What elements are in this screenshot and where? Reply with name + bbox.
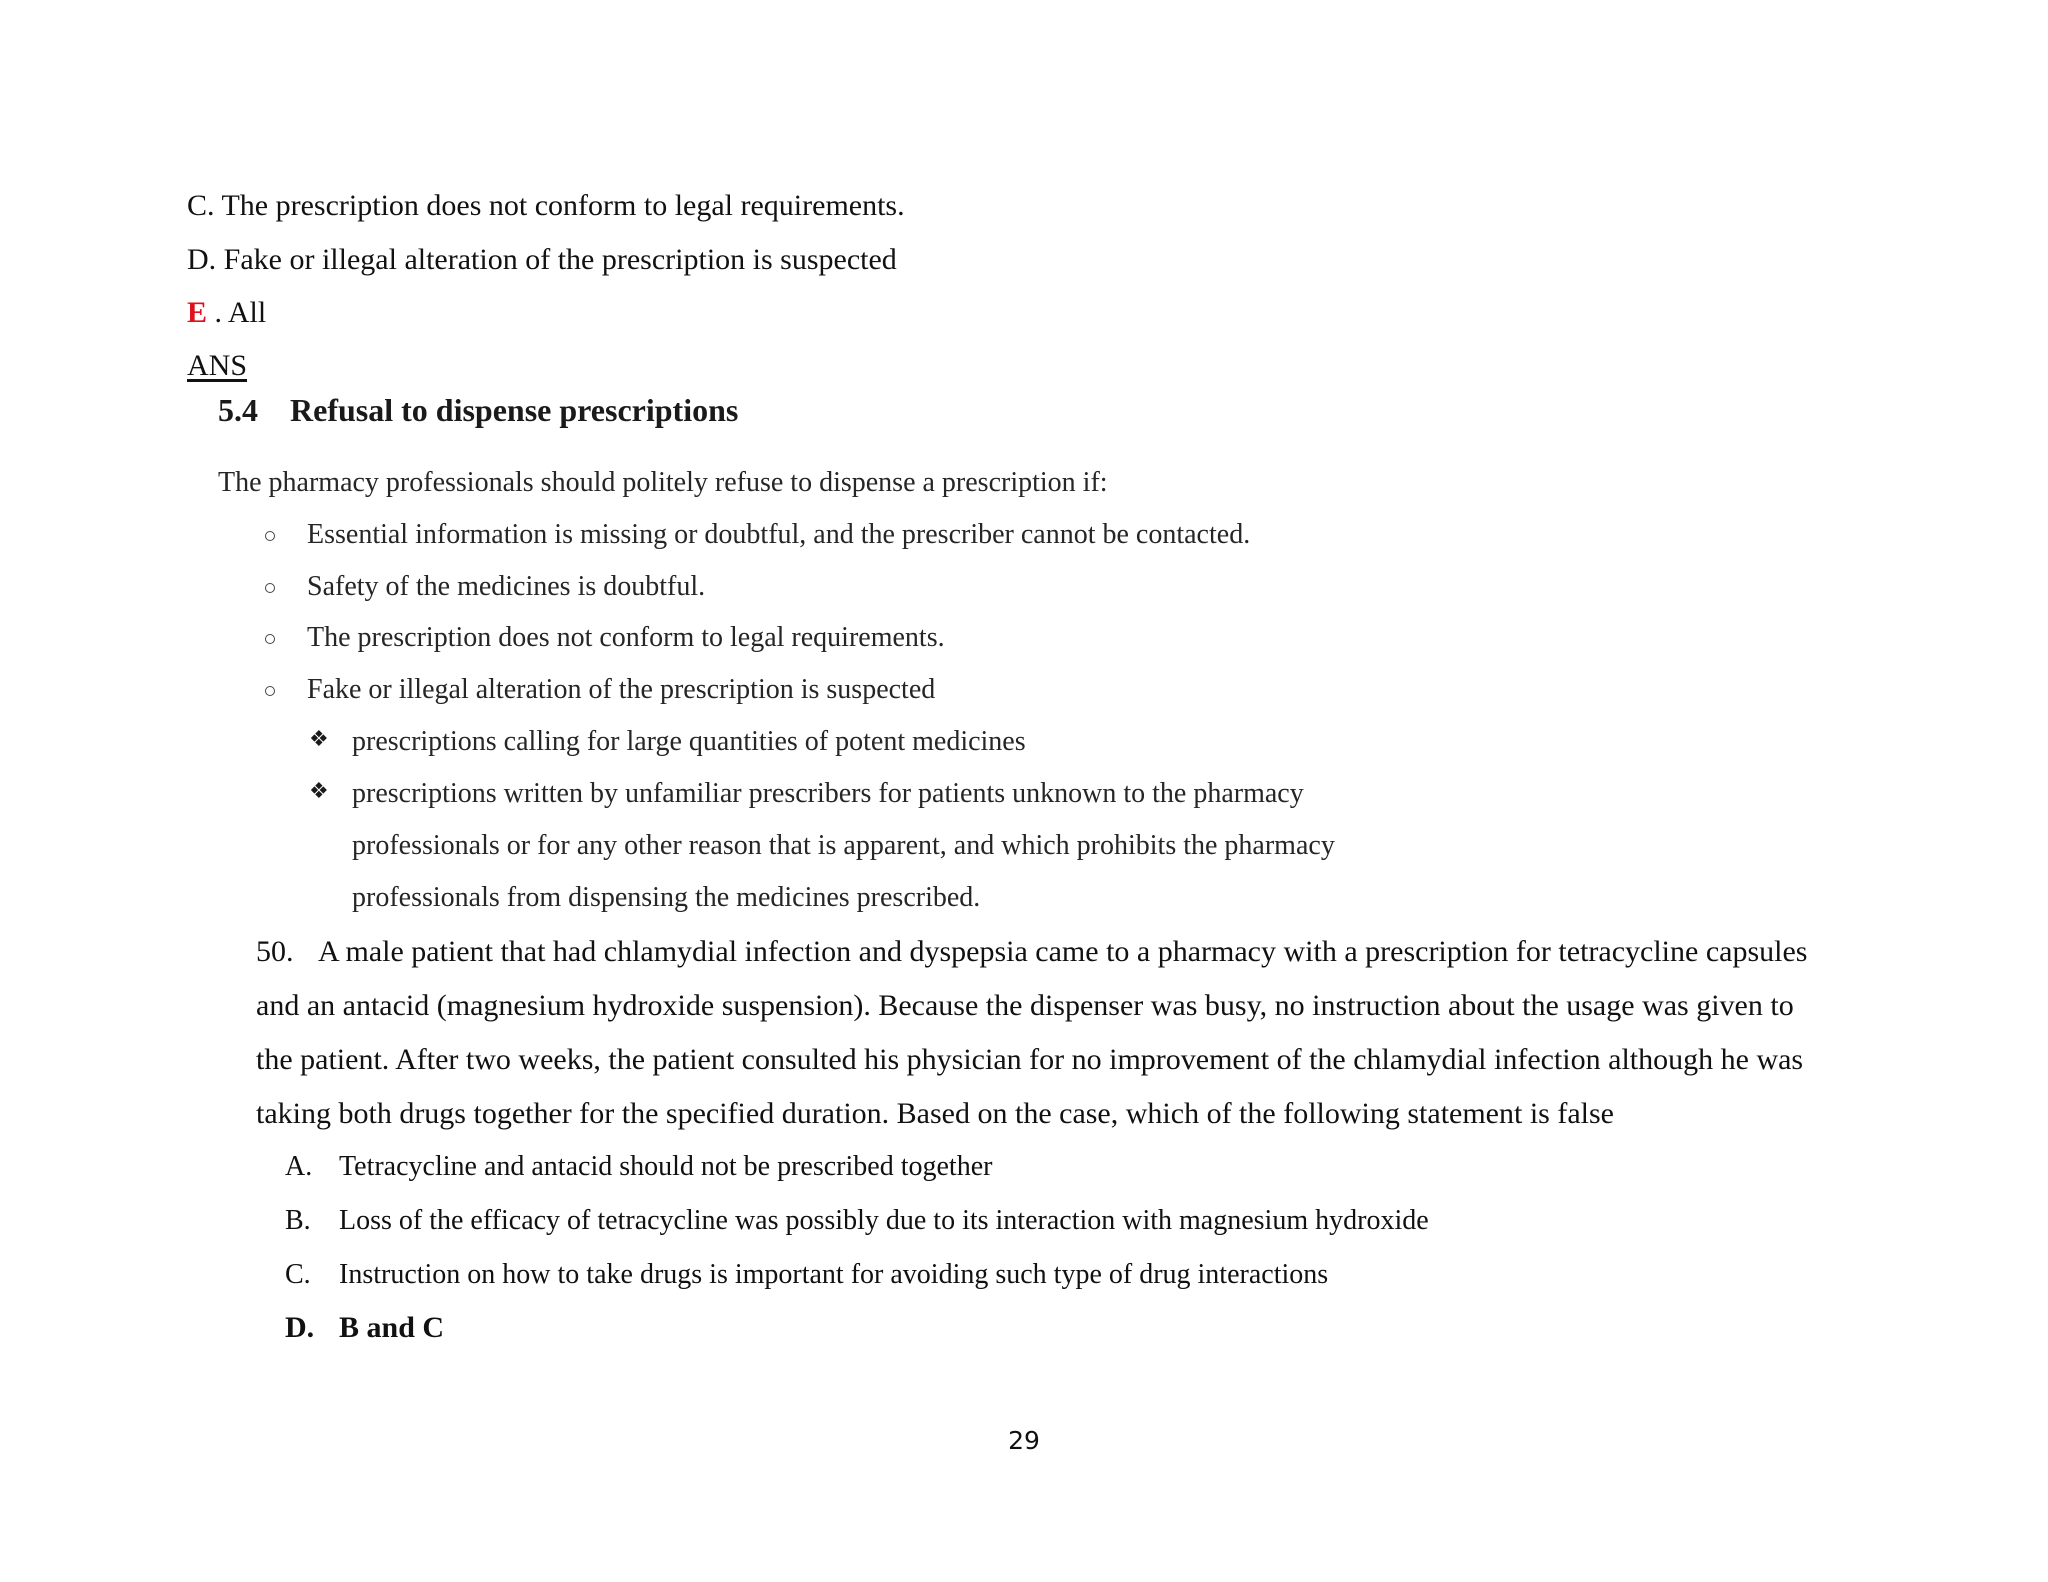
- circle-bullet-icon: [265, 686, 275, 696]
- bullet-item: Safety of the medicines is doubtful.: [307, 571, 706, 602]
- sub-bullet-continuation: professionals or for any other reason that is apparent, and which prohibits the pharmacy: [352, 830, 1335, 861]
- option-c-previous: C. The prescription does not conform to legal requirements.: [187, 189, 905, 222]
- choice-a: [285, 1153, 992, 1181]
- choice-d: [285, 1313, 444, 1343]
- answer-letter: E: [187, 296, 208, 329]
- question-text-line: taking both drugs together for the specified duration. Based on the case, which of the following statement is false: [256, 1097, 1614, 1130]
- question-first-line: [256, 937, 1807, 967]
- answer-text: . All: [207, 296, 267, 329]
- choice-letter: D.: [285, 1311, 315, 1344]
- question-text-line: and an antacid (magnesium hydroxide suspension). Because the dispenser was busy, no instruction about the usage was given to: [256, 989, 1794, 1022]
- page-number: 29: [1008, 1426, 1040, 1455]
- excerpt-intro: The pharmacy professionals should politely refuse to dispense a prescription if:: [218, 467, 1108, 498]
- section-number: 5.4: [218, 392, 258, 428]
- question-text-line: A male patient that had chlamydial infection and dyspepsia came to a pharmacy with a prescription for tetracycline capsules: [318, 935, 1808, 968]
- circle-bullet-icon: [265, 634, 275, 644]
- circle-bullet-icon: [265, 583, 275, 593]
- diamond-bullet-icon: ❖: [309, 726, 329, 751]
- section-title: Refusal to dispense prescriptions: [290, 392, 739, 428]
- answer-line: [187, 298, 266, 328]
- circle-bullet-icon: [265, 531, 275, 541]
- choice-text: Instruction on how to take drugs is important for avoiding such type of drug interactions: [339, 1259, 1329, 1290]
- section-heading: [218, 394, 738, 426]
- bullet-item: The prescription does not conform to legal requirements.: [307, 622, 945, 653]
- option-d-previous: D. Fake or illegal alteration of the prescription is suspected: [187, 243, 897, 276]
- choice-text: Tetracycline and antacid should not be prescribed together: [339, 1151, 993, 1182]
- diamond-bullet-icon: ❖: [309, 778, 329, 803]
- sub-bullet-item: prescriptions written by unfamiliar prescribers for patients unknown to the pharmacy: [352, 778, 1304, 809]
- choice-c: [285, 1261, 1328, 1289]
- choice-letter: C.: [285, 1259, 311, 1290]
- question-number: 50.: [256, 935, 294, 968]
- bullet-item: Fake or illegal alteration of the prescription is suspected: [307, 674, 936, 705]
- ans-label: ANS: [187, 349, 248, 382]
- choice-text: B and C: [339, 1311, 445, 1344]
- choice-text: Loss of the efficacy of tetracycline was possibly due to its interaction with magnesium hydroxide: [339, 1205, 1429, 1236]
- bullet-item: Essential information is missing or doubtful, and the prescriber cannot be contacted.: [307, 519, 1251, 550]
- sub-bullet-continuation: professionals from dispensing the medicines prescribed.: [352, 882, 981, 913]
- choice-letter: A.: [285, 1151, 313, 1182]
- choice-b: [285, 1207, 1429, 1235]
- sub-bullet-item: prescriptions calling for large quantities of potent medicines: [352, 726, 1026, 757]
- choice-letter: B.: [285, 1205, 311, 1236]
- question-text-line: the patient. After two weeks, the patient consulted his physician for no improvement of the chlamydial infection although he was: [256, 1043, 1804, 1076]
